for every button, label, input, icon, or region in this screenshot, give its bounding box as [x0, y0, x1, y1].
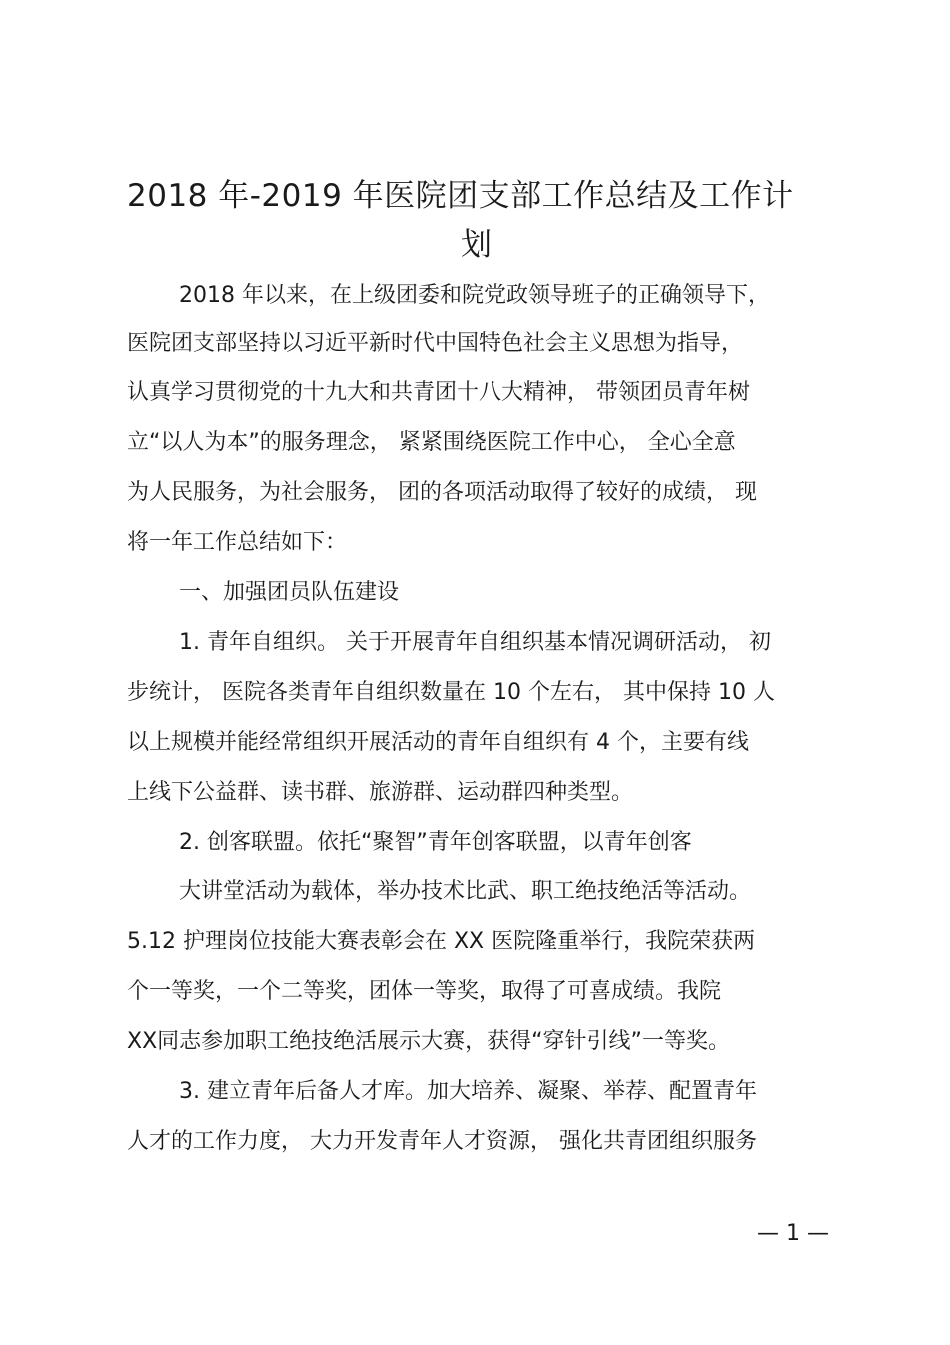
text-line: 个一等奖，一个二等奖，团体一等奖，取得了可喜成绩。我院: [127, 979, 722, 1004]
text-line: 2. 创客联盟。依托“聚智”青年创客联盟，以青年创客: [179, 830, 692, 855]
document-title-line-2: 划: [461, 227, 493, 263]
text-line: 人才的工作力度， 大力开发青年人才资源， 强化共青团组织服务: [127, 1129, 757, 1154]
text-line: 医院团支部坚持以习近平新时代中国特色社会主义思想为指导，: [127, 331, 744, 356]
page-number: — 1 —: [757, 1221, 829, 1246]
text-line: 将一年工作总结如下：: [127, 530, 348, 555]
text-line: 为人民服务，为社会服务， 团的各项活动取得了较好的成绩， 现: [127, 480, 757, 505]
text-line: 1. 青年自组织。 关于开展青年自组织基本情况调研活动， 初: [179, 630, 771, 655]
text-line: 步统计， 医院各类青年自组织数量在 10 个左右， 其中保持 10 人: [127, 680, 775, 705]
text-line: 立“以人为本”的服务理念， 紧紧围绕医院工作中心， 全心全意: [127, 430, 736, 455]
text-line: XX同志参加职工绝技绝活展示大赛，获得“穿针引线”一等奖。: [127, 1029, 730, 1054]
text-line: 5.12 护理岗位技能大赛表彰会在 XX 医院隆重举行，我院荣获两: [127, 929, 756, 954]
section-heading: 一、加强团员队伍建设: [179, 580, 400, 605]
text-line: 上线下公益群、读书群、旅游群、运动群四种类型。: [127, 780, 634, 805]
text-line: 认真学习贯彻党的十九大和共青团十八大精神， 带领团员青年树: [127, 380, 750, 405]
text-line: 2018 年以来，在上级团委和院党政领导班子的正确领导下，: [179, 283, 770, 308]
text-line: 大讲堂活动为载体，举办技术比武、职工绝技绝活等活动。: [179, 879, 752, 904]
document-title-line-1: 2018 年-2019 年医院团支部工作总结及工作计: [127, 178, 794, 214]
text-line: 3. 建立青年后备人才库。加大培养、凝聚、举荐、配置青年: [179, 1079, 757, 1104]
text-line: 以上规模并能经常组织开展活动的青年自组织有 4 个，主要有线: [127, 730, 749, 755]
